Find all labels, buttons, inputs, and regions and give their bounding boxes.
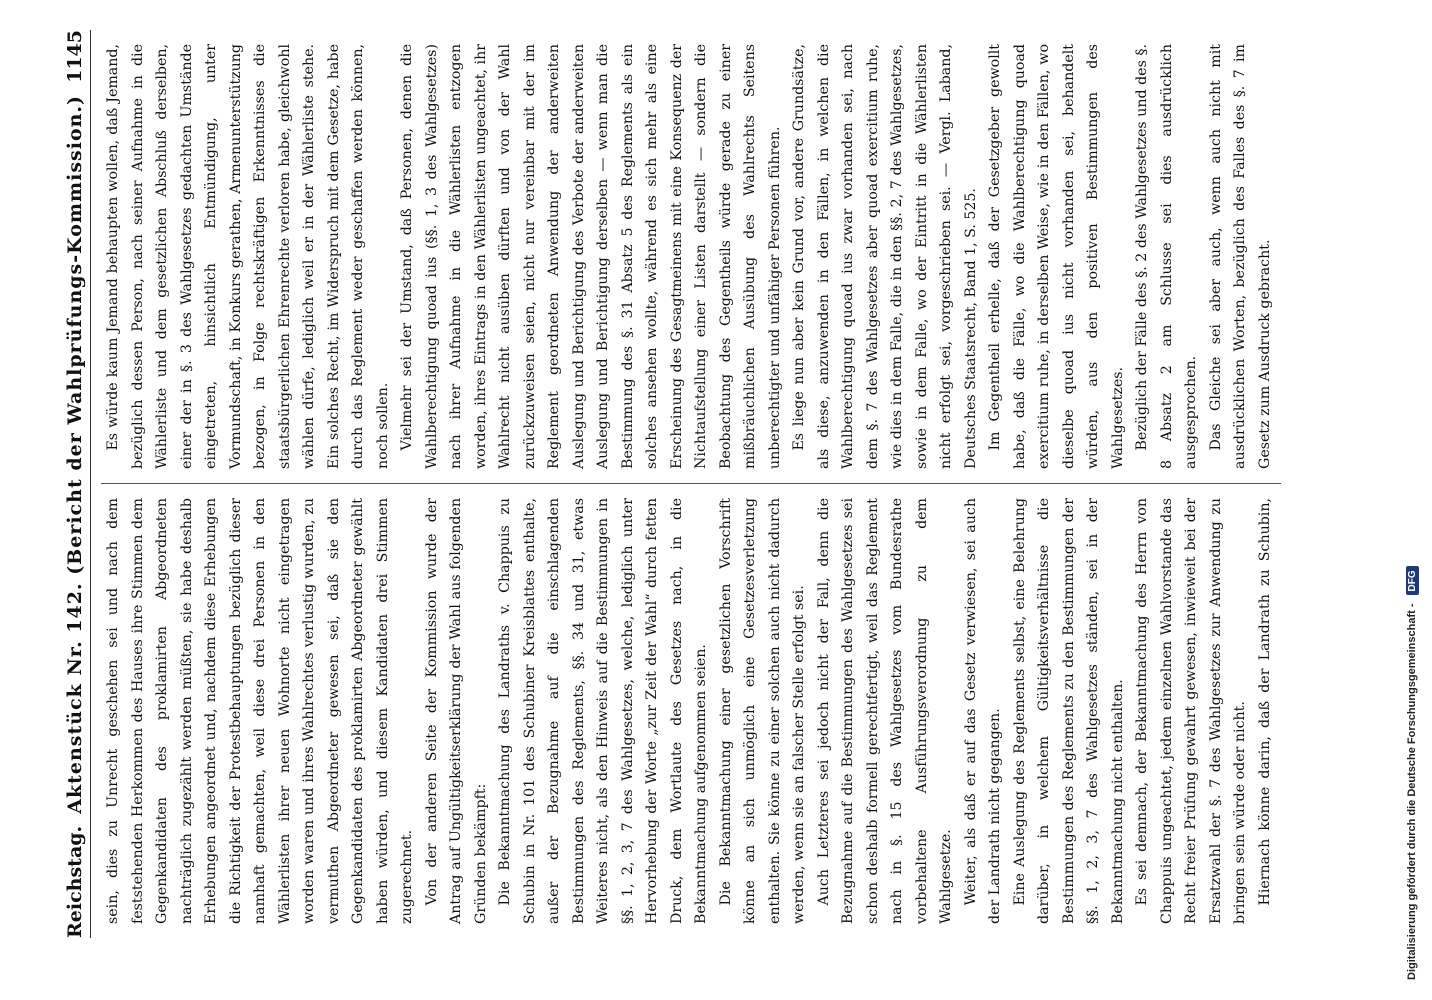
paragraph: Das Gleiche sei aber auch, wenn auch nicht mit ausdrücklichen Worten, bezüglich des Falles des §. 7 im Gesetz zum Ausdruck gebracht. [1207,44,1273,469]
paragraph: Es sei demnach, der Bekanntmachung des Herrn von Chappuis ungeachtet, jedem einzelnen Wahlvorstande das Recht freier Prüfung gewahrt gewesen, inwieweit bei der Ersatzwahl der §. 7 des Wahlgesetzes zur Anwendung zu bringen sein würde oder nicht. [1134,498,1248,924]
header-title: Aktenstück Nr. 142. (Bericht der Wahlprüfungs-Kommission.) [64,94,86,814]
paragraph: Hiernach könne darin, daß der Landrath zu Schubin, [1256,498,1273,906]
paragraph: Die Bekanntmachung einer gesetzlichen Vorschrift könne an sich unmöglich eine Gesetzesverletzung enthalten. Sie könne zu einer solchen auch nicht dadurch werden, wenn sie an falscher Stelle erfolgt sei. [717,498,807,924]
header-left: Reichstag. [64,825,86,938]
paragraph: Im Gegentheil erhelle, daß der Gesetzgeber gewollt habe, daß die Fälle, wo die Wahlberechtigung quoad exercitium ruhe, in derselben Weise, wie in den Fällen, wo dieselbe quoad ius nicht vorhanden sei, behandelt würden, aus den positiven Bestimmungen des Wahlgesetzes. [987,44,1126,469]
paragraph: Bezüglich der Fälle des §. 2 des Wahlgesetzes und des §. 8 Absatz 2 am Schlusse sei dies ausdrücklich ausgesprochen. [1134,44,1199,469]
paragraph: Eine Auslegung des Reglements selbst, eine Belehrung darüber, in welchem Gültigkeitsverhältnisse die Bestimmungen des Reglements zu den Bestimmungen der §§. 1, 2, 3, 7 des Wahlgesetzes ständen, sei in der Bekanntmachung nicht enthalten. [1011,498,1126,924]
page-number: 1145 [64,30,86,83]
paragraph: Die Bekanntmachung des Landraths v. Chappuis zu Schubin in Nr. 101 des Schubiner Kreisblattes enthalte, außer der Bezugnahme auf die einschlagenden Bestimmungen des Reglements, §§. 34 und 31, etwas Weiteres nicht, als den Hinweis auf die Bestimmungen in §§. 1, 2, 3, 7 des Wahlgesetzes, welche, lediglich unter Hervorhebung der Worte „zur Zeit der Wahl“ durch fetten Druck, dem Wortlaute des Gesetzes nach, in die Bekanntmachung aufgenommen seien. [497,498,709,924]
left-column [101,484,1281,938]
paragraph: Es würde kaum Jemand behaupten wollen, daß Jemand, bezüglich dessen Person, nach seiner Aufnahme in die Wählerliste und dem gesetzlichen Abschluß derselben, einer der in §. 3 des Wahlgesetzes gedachten Umstände eingetreten, hinsichtlich Entmündigung, unter Vormundschaft, in Konkurs gerathen, Armenunterstützung bezogen, in Folge rechtskräftigen Erkenntnisses die staatsbürgerlichen Ehrenrechte verloren habe, gleichwohl wählen dürfe, lediglich weil er in der Wählerliste stehe. Ein solches Recht, im Widerspruch mit dem Gesetze, habe durch das Reglement weder geschaffen werden können, noch sollen. [105,44,391,469]
dfg-logo: DFG [1406,566,1419,595]
paragraph: sein, dies zu Unrecht geschehen sei und nach dem feststehenden Herkommen des Hauses ihre Stimmen dem Gegenkandidaten des proklamirten Abgeordneten nachträglich zugezählt werden müßten, sie habe deshalb Erhebungen angeordnet und, nachdem diese Erhebungen die Richtigkeit der Protestbehauptungen bezüglich dieser namhaft gemachten, weil diese drei Personen in den Wählerlisten ihrer neuen Wohnorte nicht eingetragen worden waren und ihres Wahlrechtes verlustig wurden, zu vermuthen Abgeordneter gewesen sei, daß sie den Gegenkandidaten des proklamirten Abgeordneter gewählt haben würden, und diesem Kandidaten drei Stimmen zugerechnet. [105,498,415,924]
page-header [52,30,91,938]
paragraph: Von der anderen Seite der Kommission wurde der Antrag auf Ungültigkeitserklärung der Wahl aus folgenden Gründen bekämpft: [423,498,489,924]
paragraph: Es liege nun aber kein Grund vor, andere Grundsätze, als diese, anzuwenden in den Fällen, in welchen die Wahlberechtigung quoad ius zwar vorhanden sei, nach dem §. 7 des Wahlgesetzes aber quoad exercitium ruhe, wie dies in dem Falle, die in den §§. 2, 7 des Wahlgesetzes, sowie in dem Falle, wo der Eintritt in die Wählerlisten nicht erfolgt sei, vorgeschrieben sei. — Vergl. Laband, Deutsches Staatsrecht, Band 1, S. 525. [791,44,979,469]
text-columns [101,30,1281,938]
paragraph: Vielmehr sei der Umstand, daß Personen, denen die Wahlberechtigung quoad ius (§§. 1, 3 des Wahlgesetzes) nach ihrer Aufnahme in die Wählerlisten entzogen worden, ihres Eintrags in den Wählerlisten ungeachtet, ihr Wahlrecht nicht ausüben dürften und von der Wahl zurückzuweisen seien, nicht nur vereinbar mit der im Reglement geordneten Anwendung der anderweiten Auslegung und Berichtigung des Verbote der anderweiten Auslegung und Berichtigung derselben — wenn man die Bestimmung des §. 31 Absatz 5 des Reglements als ein solches ansehen wollte, während es sich mehr als eine Erscheinung des Gesagtmeinens mit eine Konsequenz der Nichtaufstellung einer Listen darstellt — sondern die Beobachtung des Gegentheils würde gerade zu einer mißbräuchlichen Ausübung des Wahlrechts Seitens unberechtigter und unfähiger Personen führen. [399,44,783,469]
paragraph: Auch Letzteres sei jedoch nicht der Fall, denn die Bezugnahme auf die Bestimmungen des Wahlgesetzes sei schon deshalb formell gerechtfertigt, weil das Reglement nach in §. 15 des Wahlgesetzes vom Bundesrathe vorbehaltene Ausführungsverordnung zu dem Wahlgesetze. [815,498,954,924]
digitization-credit [1402,0,1422,1000]
paragraph: Weiter, als daß er auf das Gesetz verwiesen, sei auch der Landrath nicht gegangen. [962,498,1003,924]
credit-text: Digitalisierung gefördert durch die Deutsche Forschungsgemeinschaft - [1406,603,1418,980]
paragraph [1277,44,1281,469]
right-column [101,30,1281,484]
